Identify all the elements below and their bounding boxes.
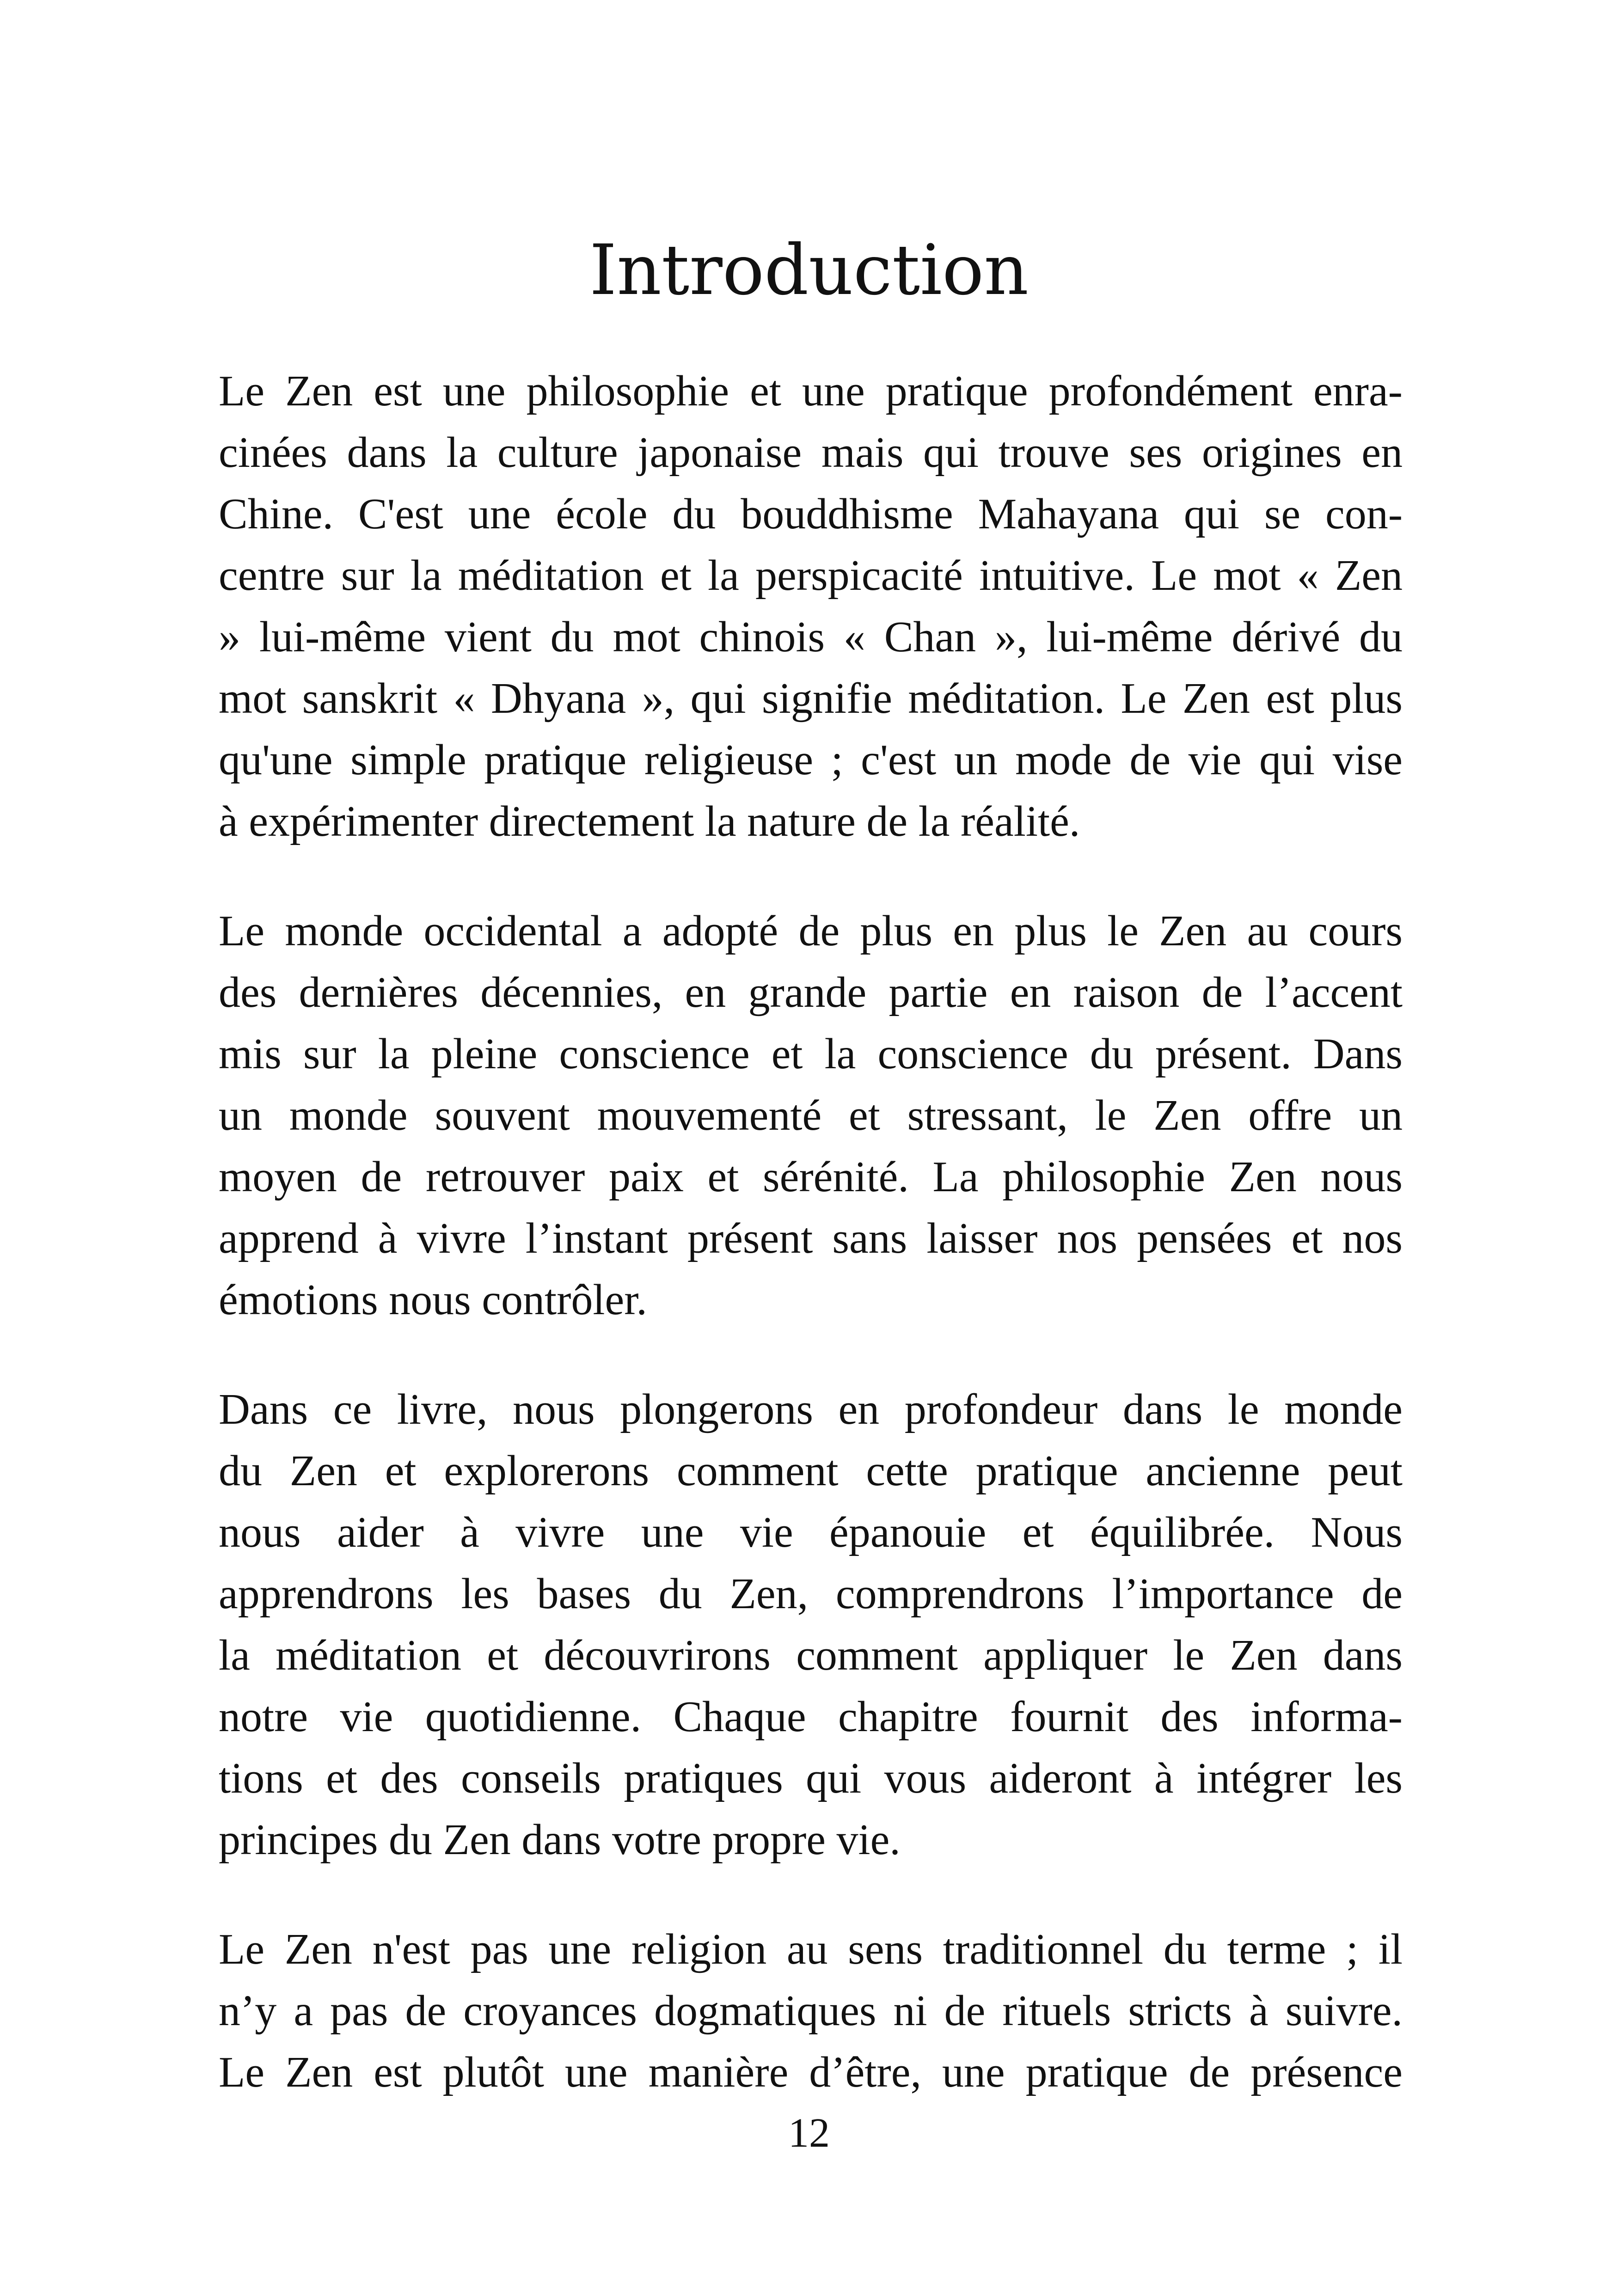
paragraph-4 xyxy=(219,1919,1403,2103)
text-line: cinées dans la culture japonaise mais qui trouve ses origines en xyxy=(219,429,1403,477)
paragraph-3 xyxy=(219,1379,1403,1871)
text-line: n’y a pas de croyances dogmatiques ni de rituels stricts à suivre. xyxy=(219,1987,1403,2035)
text-line: émotions nous contrôler. xyxy=(219,1276,647,1324)
text-line: Le monde occidental a adopté de plus en plus le Zen au cours xyxy=(219,907,1403,955)
text-line: notre vie quotidienne. Chaque chapitre fournit des informa- xyxy=(219,1693,1403,1741)
page-number: 12 xyxy=(788,2110,830,2156)
paragraph-1 xyxy=(219,361,1403,852)
chapter-title: Introduction xyxy=(589,230,1029,311)
text-line: qu'une simple pratique religieuse ; c'est un mode de vie qui vise xyxy=(219,736,1403,784)
text-line: nous aider à vivre une vie épanouie et équilibrée. Nous xyxy=(219,1508,1403,1556)
text-line: du Zen et explorerons comment cette pratique ancienne peut xyxy=(219,1447,1403,1495)
text-line: tions et des conseils pratiques qui vous aideront à intégrer les xyxy=(219,1754,1403,1802)
text-line: Chine. C'est une école du bouddhisme Mahayana qui se con- xyxy=(219,490,1403,538)
text-line: la méditation et découvrirons comment appliquer le Zen dans xyxy=(219,1631,1403,1679)
text-line: un monde souvent mouvementé et stressant, le Zen offre un xyxy=(219,1091,1403,1139)
text-line: moyen de retrouver paix et sérénité. La philosophie Zen nous xyxy=(219,1153,1403,1201)
text-line: à expérimenter directement la nature de la réalité. xyxy=(219,797,1080,845)
text-line: Le Zen est une philosophie et une pratique profondément enra- xyxy=(219,367,1403,415)
paragraph-2 xyxy=(219,900,1403,1331)
text-line: Le Zen n'est pas une religion au sens traditionnel du terme ; il xyxy=(219,1925,1403,1973)
text-line: mis sur la pleine conscience et la conscience du présent. Dans xyxy=(219,1030,1403,1078)
text-line: » lui-même vient du mot chinois « Chan », lui-même dérivé du xyxy=(219,613,1403,661)
text-line: principes du Zen dans votre propre vie. xyxy=(219,1816,901,1864)
text-line: apprendrons les bases du Zen, comprendrons l’importance de xyxy=(219,1570,1403,1618)
text-line: mot sanskrit « Dhyana », qui signifie méditation. Le Zen est plus xyxy=(219,674,1403,722)
text-line: des dernières décennies, en grande partie en raison de l’accent xyxy=(219,968,1403,1016)
body-text xyxy=(219,361,1403,2151)
text-line: Dans ce livre, nous plongerons en profondeur dans le monde xyxy=(219,1385,1403,1433)
text-line: Le Zen est plutôt une manière d’être, une pratique de présence xyxy=(219,2048,1403,2096)
text-line: apprend à vivre l’instant présent sans laisser nos pensées et nos xyxy=(219,1214,1403,1262)
text-line: centre sur la méditation et la perspicacité intuitive. Le mot « Zen xyxy=(219,551,1403,600)
